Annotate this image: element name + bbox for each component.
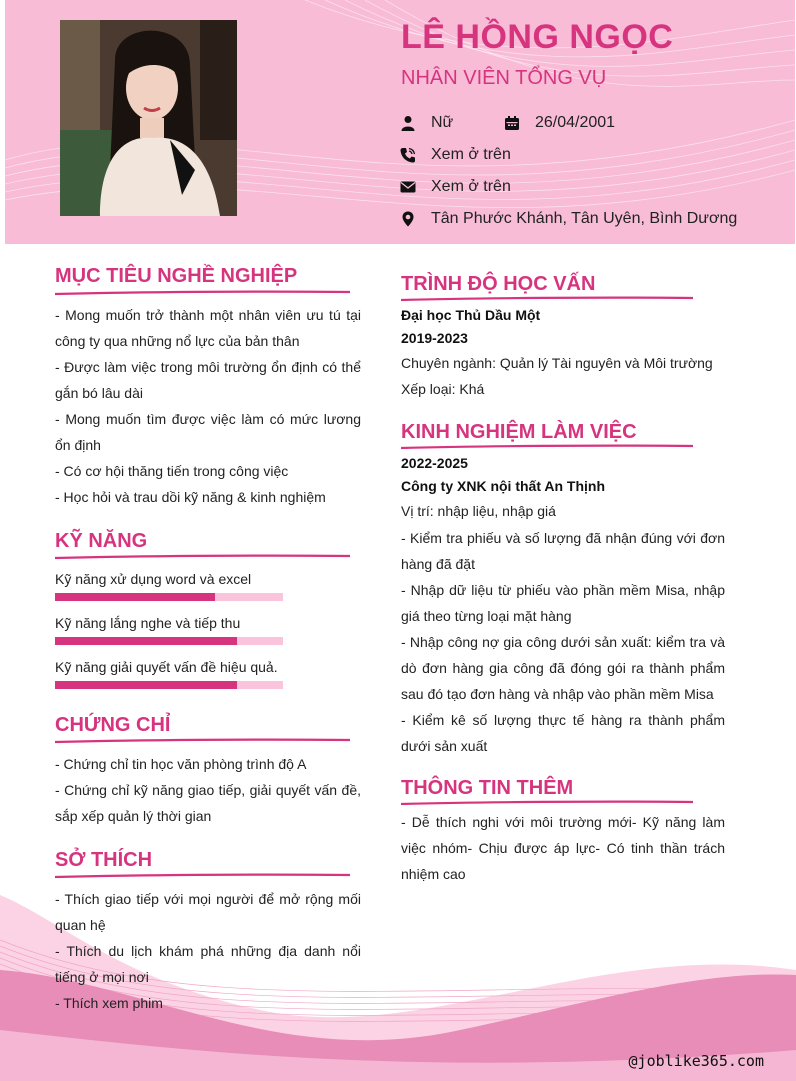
calendar-icon <box>503 114 521 132</box>
education-title: TRÌNH ĐỘ HỌC VẤN <box>401 273 596 295</box>
info-row-address <box>399 208 737 230</box>
experience-item: - Nhập công nợ gia công dưới sản xuất: kiểm tra và dò đơn hàng gia công đã đóng gói ra thành phẩm sau đó tạo đơn hàng và nhập vào phần mềm Misa <box>401 634 725 702</box>
certificates-underline <box>55 738 350 744</box>
objective-list <box>55 302 361 510</box>
hobbies-list <box>55 886 361 1016</box>
info-row-email <box>399 176 511 198</box>
education-underline <box>401 296 693 302</box>
info-row-personal <box>399 112 615 134</box>
profile-photo <box>60 20 237 216</box>
experience-position: Vị trí: nhập liệu, nhập giá <box>401 503 556 519</box>
header-banner <box>5 0 795 244</box>
skill-label: Kỹ năng xử dụng word và excel <box>55 571 252 587</box>
birthdate-info <box>503 114 615 132</box>
experience-underline <box>401 444 693 450</box>
certificate-item: - Chứng chỉ tin học văn phòng trình độ A <box>55 756 307 772</box>
envelope-icon <box>399 178 417 196</box>
education-grade: Xếp loại: Khá <box>401 381 485 397</box>
skill-bar <box>55 637 283 645</box>
education-years: 2019-2023 <box>401 330 468 346</box>
phone-value: Xem ở trên <box>431 146 511 163</box>
experience-item: - Nhập dữ liệu từ phiếu vào phần mềm Misa, nhập giá theo từng loại mặt hàng <box>401 582 725 624</box>
objective-item: - Mong muốn trở thành một nhân viên ưu tú tại công ty qua những nổ lực của bản thân <box>55 307 361 349</box>
objective-item: - Học hỏi và trau dồi kỹ năng & kinh nghiệm <box>55 489 326 505</box>
hobby-item: - Thích giao tiếp với mọi người để mở rộng mối quan hệ <box>55 891 361 933</box>
experience-title: KINH NGHIỆM LÀM VIỆC <box>401 421 637 443</box>
info-row-phone <box>399 144 511 166</box>
certificates-list <box>55 751 361 829</box>
candidate-job-title: NHÂN VIÊN TỔNG VỤ <box>401 67 607 89</box>
skill-bar <box>55 681 283 689</box>
objective-item: - Được làm việc trong môi trường ổn định có thể gắn bó lâu dài <box>55 359 361 401</box>
experience-list <box>401 525 725 759</box>
gender-value: Nữ <box>431 114 454 131</box>
additional-title: THÔNG TIN THÊM <box>401 777 574 799</box>
gender-info <box>399 114 489 132</box>
hobbies-underline <box>55 873 350 879</box>
footer-watermark: @joblike365.com <box>628 1052 764 1070</box>
address-value: Tân Phước Khánh, Tân Uyên, Bình Dương <box>431 210 738 227</box>
objective-item: - Mong muốn tìm được việc làm có mức lương ổn định <box>55 411 361 453</box>
experience-years: 2022-2025 <box>401 455 468 471</box>
skill-bar-fill <box>55 681 237 689</box>
objective-title: MỤC TIÊU NGHỀ NGHIỆP <box>55 265 298 287</box>
skill-bar-fill <box>55 593 215 601</box>
additional-text: - Dễ thích nghi với môi trường mới- Kỹ năng làm việc nhóm- Chịu được áp lực- Có tinh thần trách nhiệm cao <box>401 814 725 882</box>
objective-underline <box>55 290 350 296</box>
skills-underline <box>55 554 350 560</box>
skill-bar <box>55 593 283 601</box>
skill-label: Kỹ năng lắng nghe và tiếp thu <box>55 615 241 631</box>
experience-item: - Kiểm tra phiếu và số lượng đã nhận đúng với đơn hàng đã đặt <box>401 530 725 572</box>
user-icon <box>399 114 417 132</box>
hobby-item: - Thích du lịch khám phá những địa danh nổi tiếng ở mọi nơi <box>55 943 361 985</box>
hobby-item: - Thích xem phim <box>55 995 163 1011</box>
map-pin-icon <box>399 210 417 228</box>
candidate-name: LÊ HỒNG NGỌC <box>401 18 674 56</box>
skills-title: KỸ NĂNG <box>55 530 148 552</box>
hobbies-title: SỞ THÍCH <box>55 849 153 871</box>
experience-item: - Kiểm kê số lượng thực tế hàng ra thành phẩm dưới sản xuất <box>401 712 725 754</box>
skill-bar-fill <box>55 637 237 645</box>
birthdate-value: 26/04/2001 <box>535 114 616 131</box>
experience-company: Công ty XNK nội thất An Thịnh <box>401 478 606 494</box>
certificates-title: CHỨNG CHỈ <box>55 714 171 736</box>
certificate-item: - Chứng chỉ kỹ năng giao tiếp, giải quyết vấn đề, sắp xếp quản lý thời gian <box>55 782 361 824</box>
skill-label: Kỹ năng giải quyết vấn đề hiệu quả. <box>55 659 278 675</box>
education-major: Chuyên ngành: Quản lý Tài nguyên và Môi trường <box>401 355 713 371</box>
email-value: Xem ở trên <box>431 178 511 195</box>
objective-item: - Có cơ hội thăng tiến trong công việc <box>55 463 289 479</box>
education-school: Đại học Thủ Dầu Một <box>401 307 541 323</box>
additional-underline <box>401 800 693 806</box>
phone-icon <box>399 146 417 164</box>
